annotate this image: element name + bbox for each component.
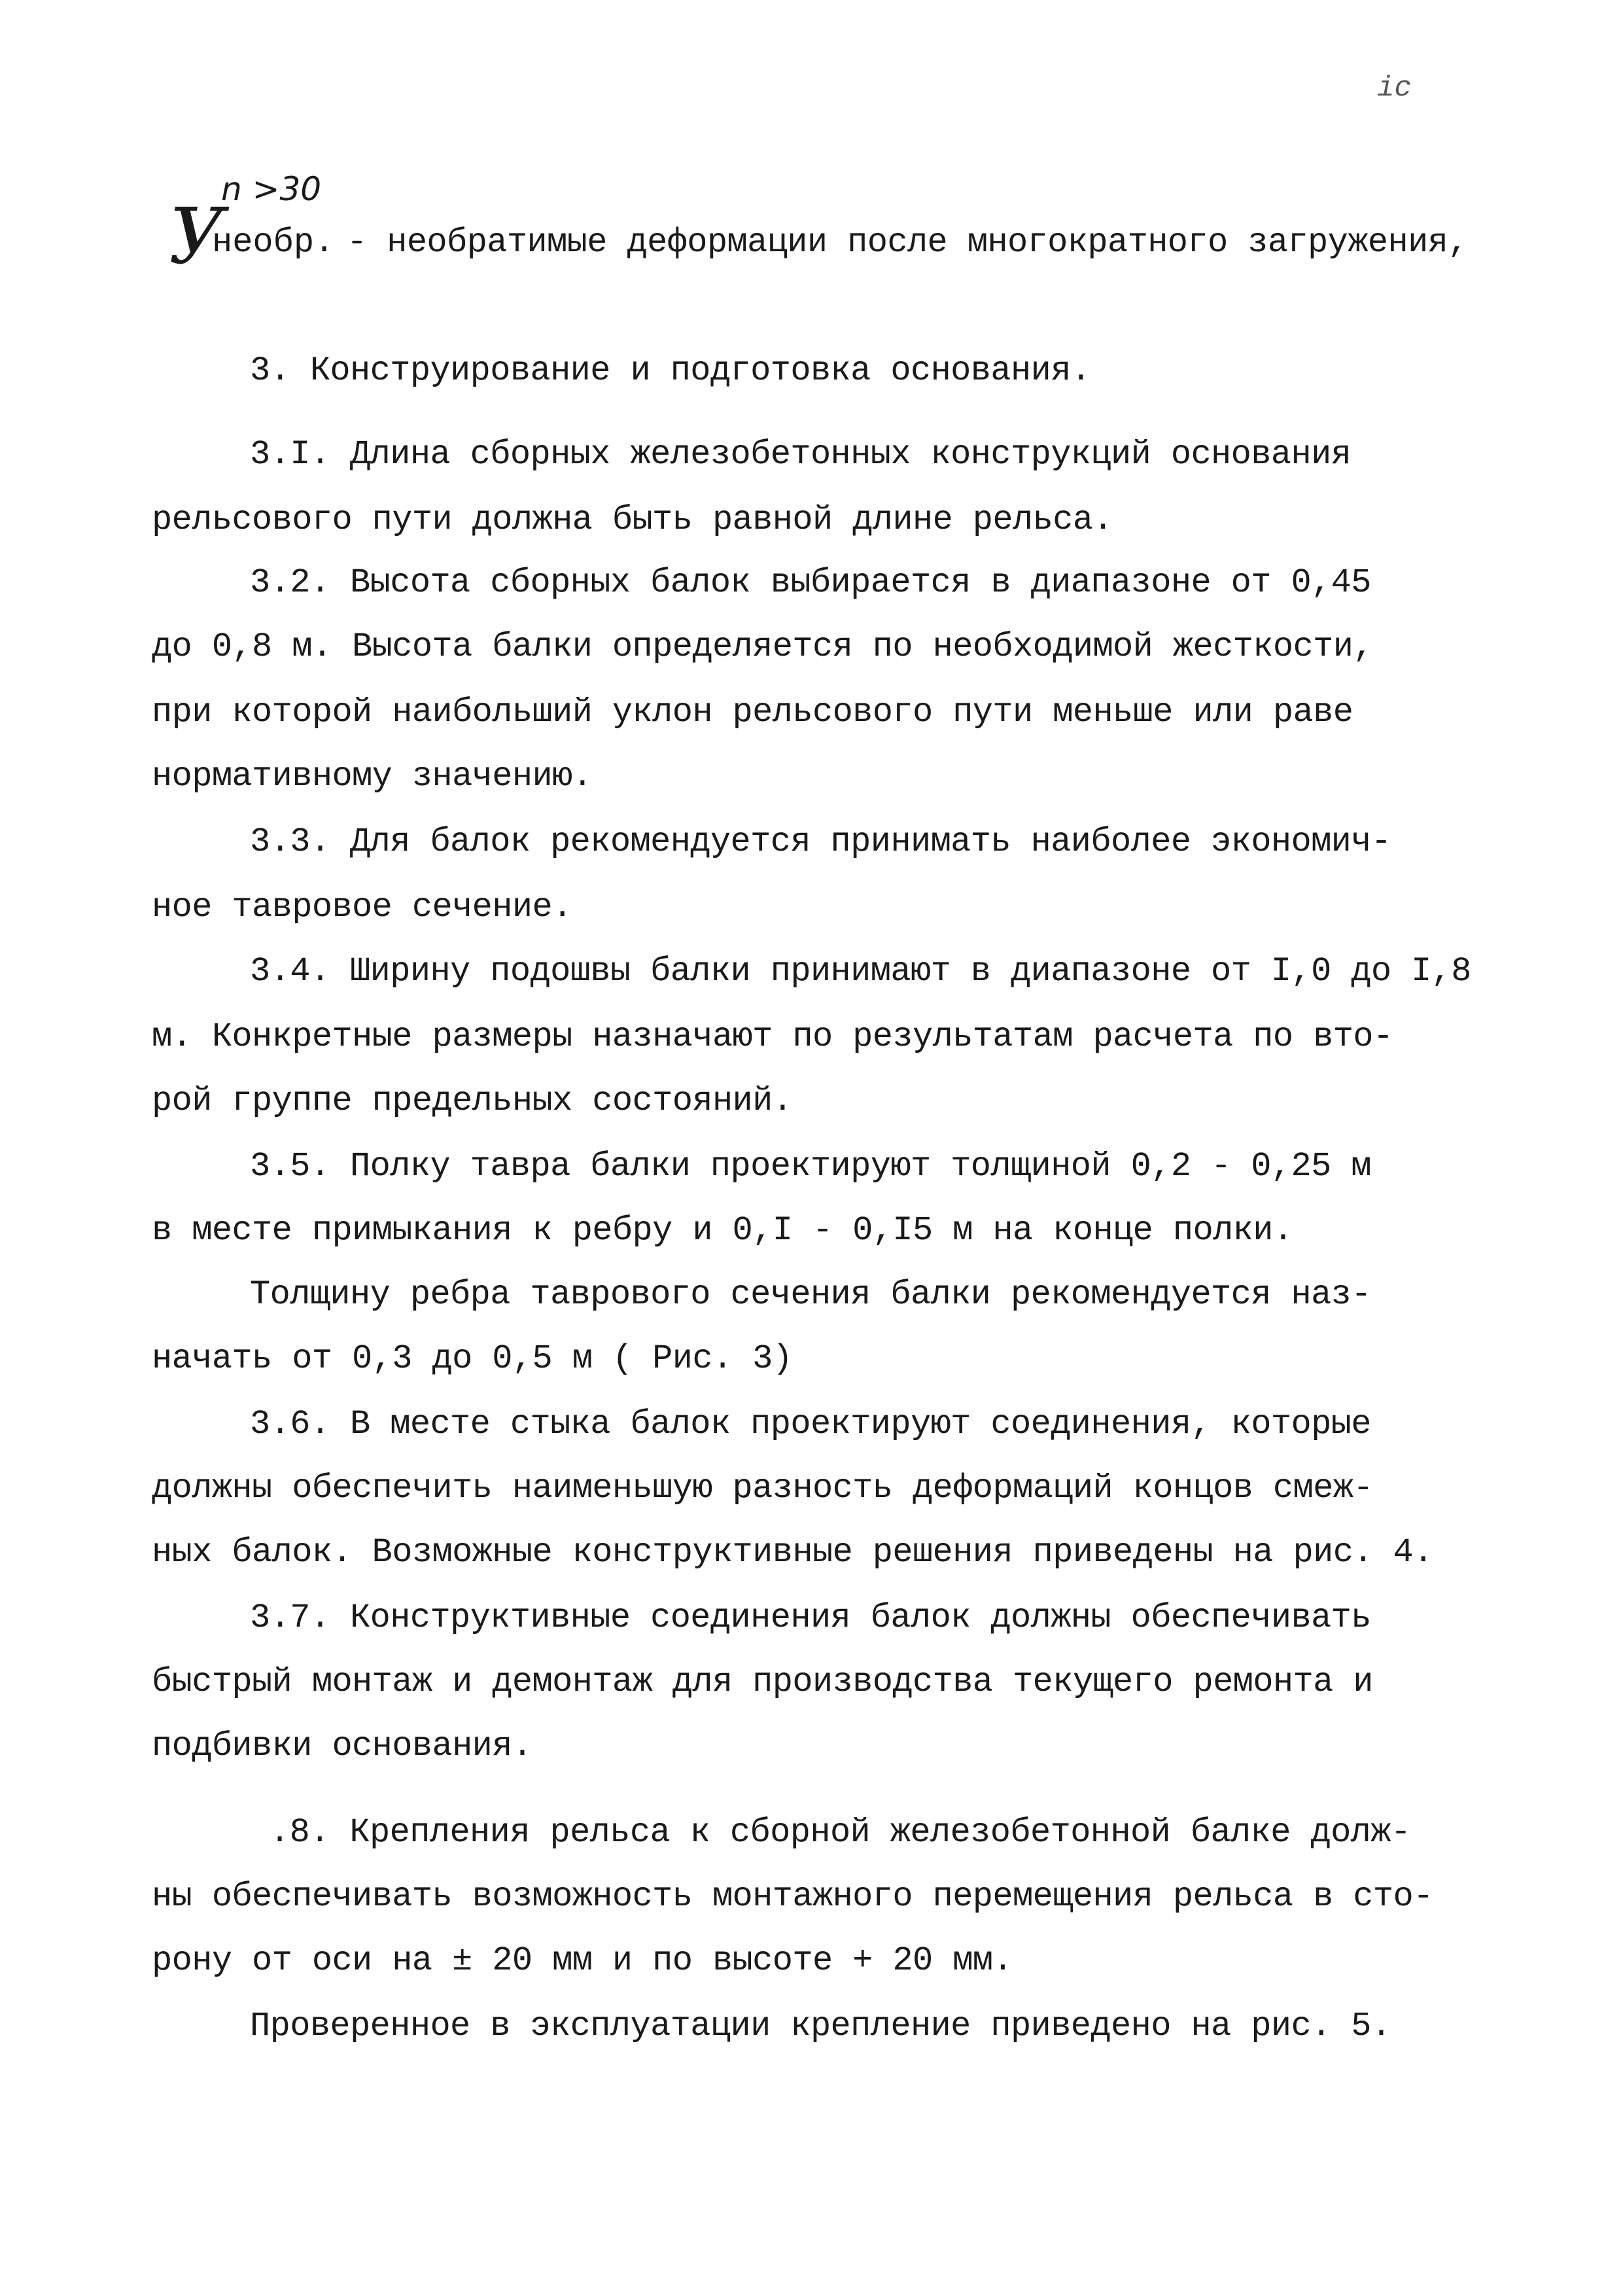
formula-symbol: У: [169, 191, 225, 281]
text-line: Толщину ребра таврового сечения балки рекомендуется наз-: [250, 1275, 1371, 1314]
text-line: 3.7. Конструктивные соединения балок должны обеспечивать: [250, 1598, 1371, 1637]
page-number: ic: [1377, 72, 1412, 105]
text-line: .8. Крепления рельса к сборной железобетонной балке долж-: [270, 1813, 1411, 1852]
text-line: рой группе предельных состояний.: [152, 1082, 793, 1120]
text-line: Проверенное в эксплуатации крепление приведено на рис. 5.: [250, 2007, 1391, 2045]
text-line: рону от оси на ± 20 мм и по высоте + 20 мм.: [152, 1941, 1013, 1980]
text-line: 3.2. Высота сборных балок выбирается в диапазоне от 0,45: [250, 563, 1371, 602]
formula-subscript: необр.: [212, 223, 335, 262]
text-line: 3.I. Длина сборных железобетонных конструкций основания: [250, 435, 1352, 474]
text-line: 3.6. В месте стыка балок проектируют соединения, которые: [250, 1405, 1371, 1443]
text-line: подбивки основания.: [152, 1727, 532, 1765]
text-line: рельсового пути должна быть равной длине рельса.: [152, 501, 1113, 539]
section-heading: 3. Конструирование и подготовка основания.: [250, 351, 1091, 390]
formula-superscript: n >30: [221, 170, 322, 208]
text-line: при которой наибольший уклон рельсового пути меньше или раве: [152, 693, 1353, 732]
text-line: 3.5. Полку тавра балки проектируют толщиной 0,2 - 0,25 м: [250, 1147, 1371, 1186]
text-line: ное тавровое сечение.: [152, 888, 572, 927]
text-line: нормативному значению.: [152, 757, 593, 796]
text-line: должны обеспечить наименьшую разность деформаций концов смеж-: [152, 1469, 1373, 1508]
formula-description: - необратимые деформации после многократного загружения,: [347, 223, 1468, 262]
text-line: быстрый монтаж и демонтаж для производства текущего ремонта и: [152, 1663, 1373, 1701]
text-line: начать от 0,3 до 0,5 м ( Рис. 3): [152, 1339, 793, 1378]
text-line: в месте примыкания к ребру и 0,I - 0,I5 м на конце полки.: [152, 1211, 1293, 1250]
text-line: 3.4. Ширину подошвы балки принимают в диапазоне от I,0 до I,8: [250, 952, 1471, 991]
text-line: до 0,8 м. Высота балки определяется по необходимой жесткости,: [152, 627, 1373, 666]
text-line: м. Конкретные размеры назначают по результатам расчета по вто-: [152, 1017, 1393, 1056]
text-line: 3.3. Для балок рекомендуется принимать наиболее экономич-: [250, 822, 1391, 861]
text-line: ны обеспечивать возможность монтажного перемещения рельса в сто-: [152, 1877, 1433, 1916]
formula-definition: [169, 171, 1477, 283]
text-line: ных балок. Возможные конструктивные решения приведены на рис. 4.: [152, 1533, 1433, 1572]
